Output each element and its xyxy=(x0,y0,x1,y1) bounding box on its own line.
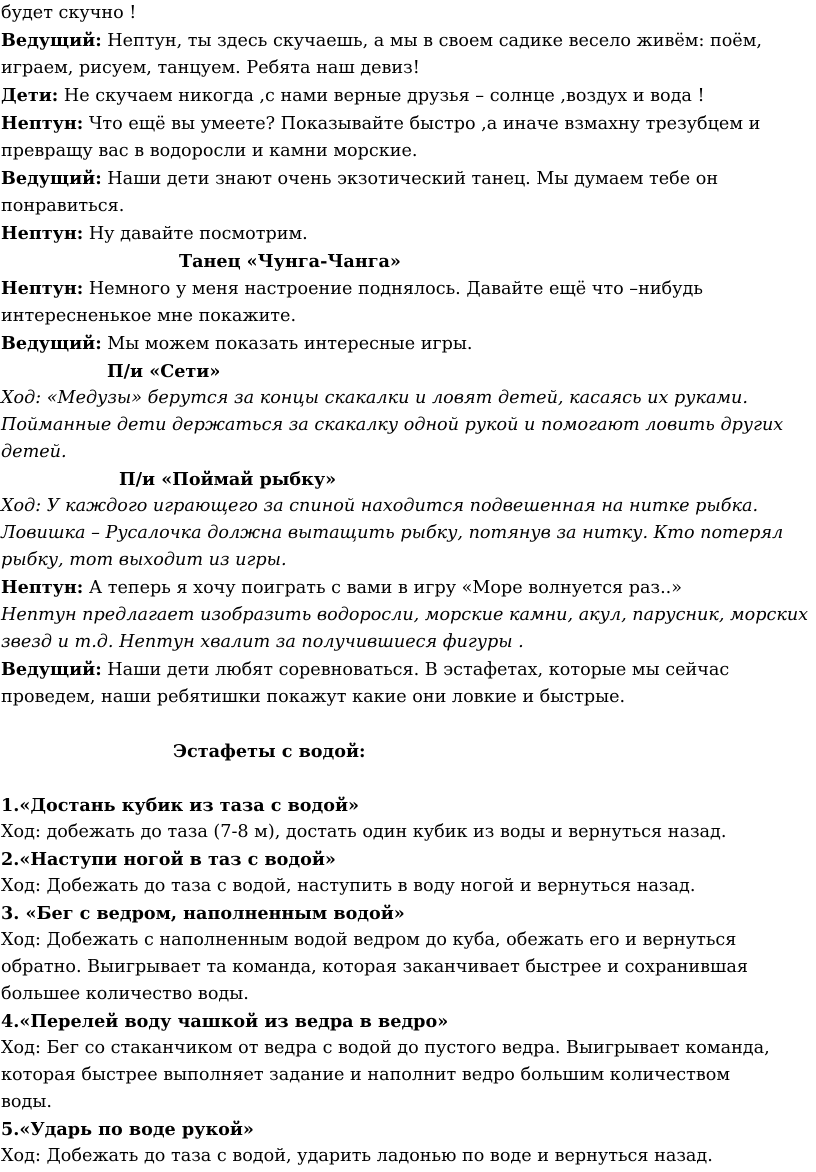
relay-title: 3. «Бег с ведром, наполненным водой» xyxy=(1,903,405,924)
game-description-line: рыбку, тот выходит из игры. xyxy=(1,550,287,570)
dialogue-line xyxy=(1,82,816,110)
speech-text: Немного у меня настроение поднялось. Давайте ещё что –нибудь xyxy=(83,279,703,299)
relay-description: Ход: добежать до таза (7-8 м), достать один кубик из воды и вернуться назад. xyxy=(1,822,727,842)
speech-text: Нептун, ты здесь скучаешь, а мы в своем садике весело живём: поём, xyxy=(101,31,762,51)
speech-text: А теперь я хочу поиграть с вами в игру «Море волнуется раз..» xyxy=(83,578,683,598)
dialogue-line xyxy=(1,110,816,138)
speaker-label: Ведущий: xyxy=(1,168,102,189)
relay-description: Ход: Бег со стаканчиком от ведра с водой до пустого ведра. Выигрывает команда, xyxy=(1,1038,770,1058)
game-description-line: Пойманные дети держаться за скакалку одной рукой и помогают ловить других xyxy=(1,415,784,435)
stage-direction-line: Нептун предлагает изобразить водоросли, морские камни, акул, парусник, морских xyxy=(1,605,809,625)
speech-text: Не скучаем никогда ,с нами верные друзья – солнце ,воздух и вода ! xyxy=(58,86,705,106)
relay-title: 5.«Ударь по воде рукой» xyxy=(1,1119,254,1140)
text-line: превращу вас в водоросли и камни морские. xyxy=(1,141,418,161)
speaker-label: Ведущий: xyxy=(1,30,102,51)
speech-text: Ну давайте посмотрим. xyxy=(83,224,308,244)
speech-text: Что ещё вы умеете? Показывайте быстро ,а иначе взмахну трезубцем и xyxy=(83,114,761,134)
relay-title: 1.«Достань кубик из таза с водой» xyxy=(1,795,360,816)
blank-line xyxy=(1,711,816,738)
text-line: интересненькое мне покажите. xyxy=(1,306,297,326)
section-heading-relays: Эстафеты с водой: xyxy=(173,741,366,762)
speaker-label: Ведущий: xyxy=(1,659,102,680)
relay-description: обратно. Выигрывает та команда, которая заканчивает быстрее и сохранившая xyxy=(1,957,749,977)
section-heading-game-nets: П/и «Сети» xyxy=(107,361,221,382)
dialogue-line xyxy=(1,165,816,193)
dialogue-line xyxy=(1,27,816,55)
text-line: понравиться. xyxy=(1,196,125,216)
dialogue-line xyxy=(1,330,816,358)
speech-text: Мы можем показать интересные игры. xyxy=(101,334,473,354)
speaker-label: Дети: xyxy=(1,85,59,106)
game-description-line: детей. xyxy=(1,442,67,462)
speech-text: Наши дети любят соревноваться. В эстафетах, которые мы сейчас xyxy=(101,660,730,680)
relay-description: Ход: Добежать до таза с водой, ударить ладонью по воде и вернуться назад. xyxy=(1,1146,713,1166)
relay-title: 4.«Перелей воду чашкой из ведра в ведро» xyxy=(1,1011,449,1032)
stage-direction-line: звезд и т.д. Нептун хвалит за получившиеся фигуры . xyxy=(1,632,524,652)
game-description-line: Ловишка – Русалочка должна вытащить рыбку, потянув за нитку. Кто потерял xyxy=(1,523,784,543)
relay-description: большее количество воды. xyxy=(1,984,249,1004)
text-line: играем, рисуем, танцуем. Ребята наш девиз! xyxy=(1,58,420,78)
speaker-label: Нептун: xyxy=(1,113,84,134)
relay-description: Ход: Добежать с наполненным водой ведром до куба, обежать его и вернуться xyxy=(1,930,737,950)
section-heading-game-fish: П/и «Поймай рыбку» xyxy=(119,469,337,490)
text-line: проведем, наши ребятишки покажут какие они ловкие и быстрые. xyxy=(1,687,626,707)
blank-line xyxy=(1,765,816,792)
game-description-line: Ход: У каждого играющего за спиной находится подвешенная на нитке рыбка. xyxy=(1,496,759,516)
section-heading-dance: Танец «Чунга-Чанга» xyxy=(179,251,401,272)
game-description-line: Ход: «Медузы» берутся за концы скакалки и ловят детей, касаясь их руками. xyxy=(1,388,748,408)
dialogue-line xyxy=(1,220,816,248)
dialogue-line xyxy=(1,275,816,303)
relay-description: которая быстрее выполняет задание и наполнит ведро большим количеством xyxy=(1,1065,731,1085)
text-line: будет скучно ! xyxy=(1,3,137,23)
relay-title: 2.«Наступи ногой в таз с водой» xyxy=(1,849,336,870)
speaker-label: Нептун: xyxy=(1,577,84,598)
relay-description: Ход: Добежать до таза с водой, наступить в воду ногой и вернуться назад. xyxy=(1,876,696,896)
speaker-label: Ведущий: xyxy=(1,333,102,354)
relay-description: воды. xyxy=(1,1092,52,1112)
dialogue-line xyxy=(1,574,816,602)
speaker-label: Нептун: xyxy=(1,278,84,299)
dialogue-line xyxy=(1,656,816,684)
speaker-label: Нептун: xyxy=(1,223,84,244)
speech-text: Наши дети знают очень экзотический танец. Мы думаем тебе он xyxy=(101,169,719,189)
